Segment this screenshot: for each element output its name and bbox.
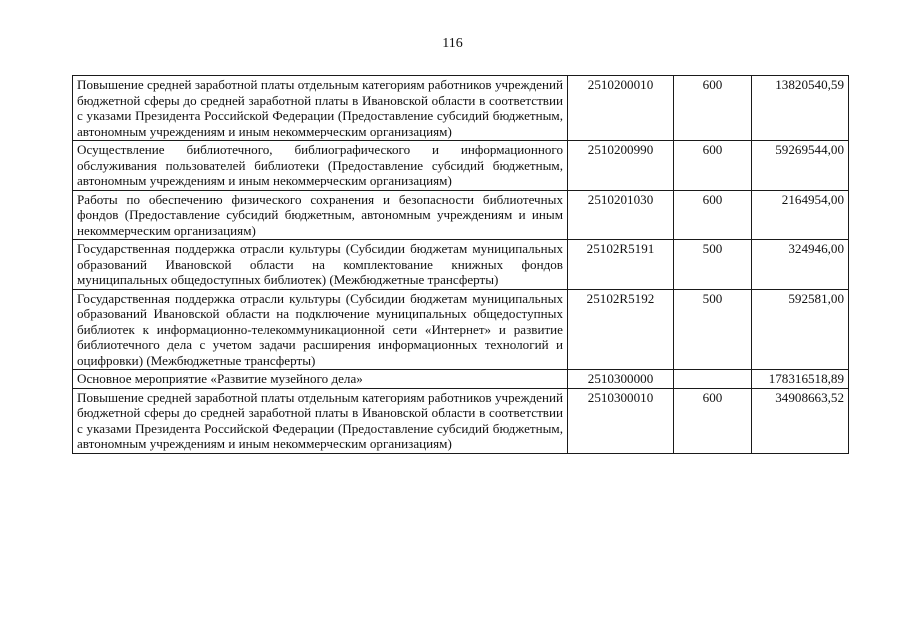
row-name: Основное мероприятие «Развитие музейного дела» bbox=[73, 370, 568, 389]
row-code: 25102R5192 bbox=[568, 289, 674, 370]
row-amount: 13820540,59 bbox=[752, 76, 849, 141]
row-amount: 2164954,00 bbox=[752, 190, 849, 240]
row-expense-type: 600 bbox=[674, 141, 752, 191]
table-row bbox=[73, 388, 849, 453]
row-expense-type: 600 bbox=[674, 190, 752, 240]
row-code: 2510201030 bbox=[568, 190, 674, 240]
row-name: Повышение средней заработной платы отдельным категориям работников учреждений бюджетной сферы до средней заработной платы в Ивановской области в соответствии с указами Президента Российской Федерации (Предоставление субсидий бюджетным, автономным учреждениям и иным некоммерческим организациям) bbox=[73, 388, 568, 453]
row-amount: 34908663,52 bbox=[752, 388, 849, 453]
table-row bbox=[73, 141, 849, 191]
row-expense-type bbox=[674, 370, 752, 389]
row-code: 2510200990 bbox=[568, 141, 674, 191]
table-row bbox=[73, 190, 849, 240]
row-expense-type: 600 bbox=[674, 76, 752, 141]
row-expense-type: 500 bbox=[674, 289, 752, 370]
row-code: 25102R5191 bbox=[568, 240, 674, 290]
row-name: Повышение средней заработной платы отдельным категориям работников учреждений бюджетной сферы до средней заработной платы в Ивановской области в соответствии с указами Президента Российской Федерации (Предоставление субсидий бюджетным, автономным учреждениям и иным некоммерческим организациям) bbox=[73, 76, 568, 141]
table-row bbox=[73, 289, 849, 370]
row-code: 2510200010 bbox=[568, 76, 674, 141]
row-expense-type: 600 bbox=[674, 388, 752, 453]
row-code: 2510300000 bbox=[568, 370, 674, 389]
row-name: Осуществление библиотечного, библиографического и информационного обслуживания пользователей библиотеки (Предоставление субсидий бюджетным, автономным учреждениям и иным некоммерческим организациям) bbox=[73, 141, 568, 191]
table-row bbox=[73, 240, 849, 290]
row-amount: 59269544,00 bbox=[752, 141, 849, 191]
table-row bbox=[73, 370, 849, 389]
row-name: Государственная поддержка отрасли культуры (Субсидии бюджетам муниципальных образований Ивановской области на комплектование книжных фондов муниципальных общедоступных библиотек) (Межбюджетные трансферты) bbox=[73, 240, 568, 290]
row-amount: 592581,00 bbox=[752, 289, 849, 370]
row-amount: 324946,00 bbox=[752, 240, 849, 290]
row-amount: 178316518,89 bbox=[752, 370, 849, 389]
row-name: Работы по обеспечению физического сохранения и безопасности библиотечных фондов (Предоставление субсидий бюджетным, автономным учреждениям и иным некоммерческим организациям) bbox=[73, 190, 568, 240]
table-row bbox=[73, 76, 849, 141]
row-expense-type: 500 bbox=[674, 240, 752, 290]
row-name: Государственная поддержка отрасли культуры (Субсидии бюджетам муниципальных образований Ивановской области на подключение муниципальных общедоступных библиотек к информационно-телекоммуникационной сети «Интернет» и развитие библиотечного дела с учетом задачи расширения информационных технологий и оцифровки) (Межбюджетные трансферты) bbox=[73, 289, 568, 370]
row-code: 2510300010 bbox=[568, 388, 674, 453]
page-number: 116 bbox=[442, 36, 463, 51]
budget-table bbox=[72, 75, 849, 454]
